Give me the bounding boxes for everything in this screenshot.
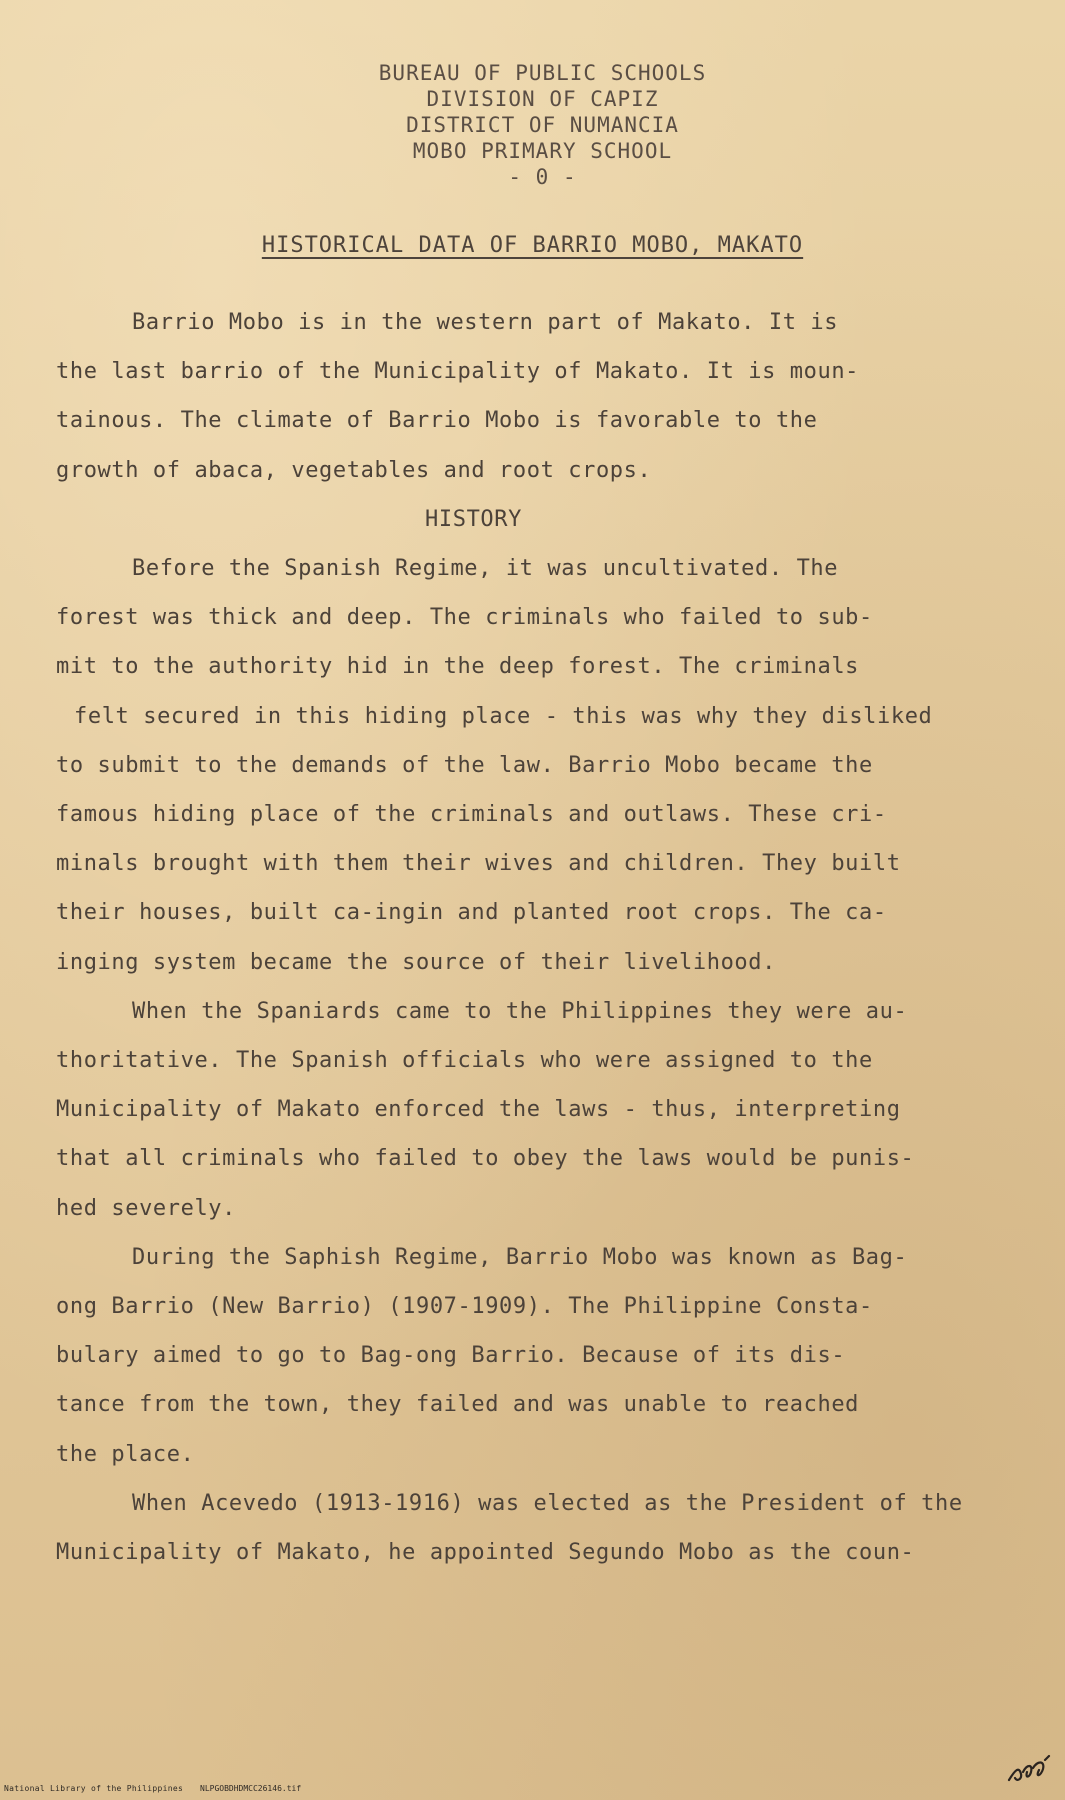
letterhead [0, 60, 1065, 190]
text-line-6: forest was thick and deep. The criminals who failed to sub- [56, 605, 873, 631]
text-line-9: to submit to the demands of the law. Barrio Mobo became the [56, 752, 873, 778]
document-title: HISTORICAL DATA OF BARRIO MOBO, MAKATO [261, 233, 804, 258]
text-line-12: their houses, built ca-ingin and planted root crops. The ca- [56, 900, 887, 926]
text-line-2: the last barrio of the Municipality of Makato. It is moun- [56, 359, 860, 385]
text-line-17: that all criminals who failed to obey the laws would be punis- [56, 1146, 915, 1172]
footer-file-id: NLPGOBDHDMCC26146.tif [200, 1784, 302, 1793]
text-line-22: tance from the town, they failed and was unable to reached [56, 1392, 860, 1418]
section-heading-history: HISTORY [425, 506, 522, 532]
document-body [56, 298, 1036, 1577]
text-line-7: mit to the authority hid in the deep forest. The criminals [56, 654, 860, 680]
handwritten-initials-icon [1005, 1752, 1053, 1788]
text-line-1: Barrio Mobo is in the western part of Makato. It is [132, 310, 839, 335]
text-line-8: felt secured in this hiding place - this was why they disliked [74, 703, 933, 729]
text-line-24: When Acevedo (1913-1916) was elected as the President of the [132, 1490, 963, 1516]
header-school: MOBO PRIMARY SCHOOL [412, 139, 673, 163]
text-line-15: thoritative. The Spanish officials who were assigned to the [56, 1048, 873, 1074]
footer-library-credit: National Library of the Philippines [4, 1784, 184, 1793]
text-line-18: hed severely. [56, 1195, 236, 1221]
text-line-21: bulary aimed to go to Bag-ong Barrio. Because of its dis- [56, 1343, 846, 1369]
text-line-3: tainous. The climate of Barrio Mobo is favorable to the [56, 408, 818, 434]
text-line-13: inging system became the source of their livelihood. [56, 949, 776, 975]
text-line-5: Before the Spanish Regime, it was uncultivated. The [132, 556, 839, 582]
document-title-wrap [0, 233, 1065, 258]
text-line-4: growth of abaca, vegetables and root crops. [56, 457, 652, 483]
text-line-10: famous hiding place of the criminals and outlaws. These cri- [56, 802, 887, 828]
header-bureau: BUREAU OF PUBLIC SCHOOLS [378, 61, 707, 85]
text-line-16: Municipality of Makato enforced the laws - thus, interpreting [56, 1097, 901, 1123]
header-division: DIVISION OF CAPIZ [426, 87, 659, 111]
header-district: DISTRICT OF NUMANCIA [406, 113, 679, 137]
text-line-23: the place. [56, 1441, 195, 1467]
text-line-14: When the Spaniards came to the Philippines they were au- [132, 998, 908, 1024]
text-line-20: ong Barrio (New Barrio) (1907-1909). The Philippine Consta- [56, 1294, 873, 1320]
text-line-19: During the Saphish Regime, Barrio Mobo was known as Bag- [132, 1244, 908, 1270]
text-line-11: minals brought with them their wives and children. They built [56, 851, 901, 877]
text-line-25: Municipality of Makato, he appointed Segundo Mobo as the coun- [56, 1540, 915, 1566]
header-separator: - 0 - [508, 165, 577, 189]
